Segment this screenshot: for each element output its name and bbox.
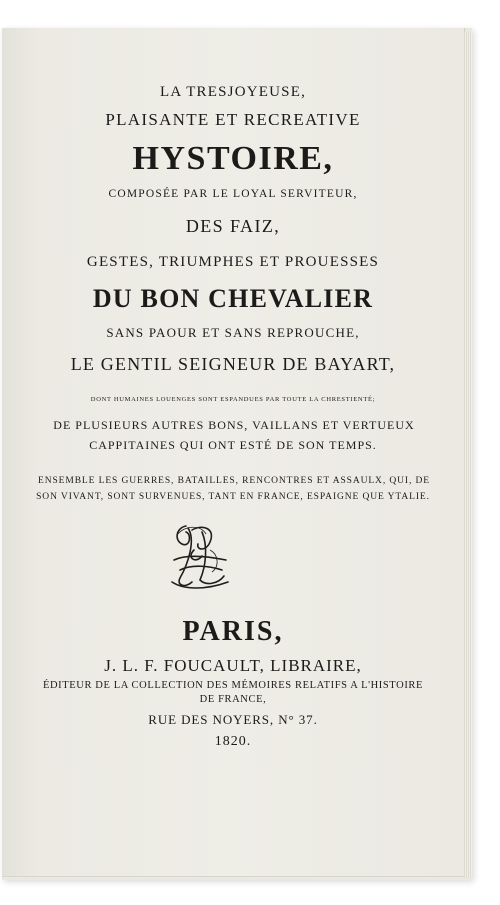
imprint-publisher: J. L. F. FOUCAULT, LIBRAIRE, (104, 656, 362, 675)
imprint-city: PARIS, (182, 616, 284, 647)
title-line-13: ENSEMBLE LES GUERRES, BATAILLES, RENCONTRES ET ASSAULX, QUI, DE (38, 476, 430, 486)
imprint-year: 1820. (214, 734, 252, 749)
imprint-address: RUE DES NOYERS, N° 37. (148, 712, 318, 727)
imprint-editor-line-2: DE FRANCE, (199, 694, 267, 705)
imprint-editor-line-1: ÉDITEUR DE LA COLLECTION DES MÉMOIRES RELATIFS A L'HISTOIRE (42, 680, 424, 691)
title-line-2: PLAISANTE ET RECREATIVE (105, 110, 361, 129)
title-line-4: COMPOSÉE PAR LE LOYAL SERVITEUR, (108, 188, 358, 200)
title-line-8: SANS PAOUR ET SANS REPROUCHE, (106, 325, 360, 340)
title-line-12: CAPPITAINES QUI ONT ESTÉ DE SON TEMPS. (89, 438, 377, 452)
title-line-1: LA TRESJOYEUSE, (159, 84, 307, 100)
subtitle-chevalier: DU BON CHEVALIER (92, 284, 374, 313)
title-line-10: DONT HUMAINES LOUENGES SONT ESPANDUES PAR TOUTE LA CHRESTIENTÉ; (90, 396, 376, 403)
title-line-11: DE PLUSIEURS AUTRES BONS, VAILLANS ET VERTUEUX (53, 418, 415, 432)
book (2, 28, 472, 880)
page-edges (464, 32, 472, 878)
title-line-6: GESTES, TRIUMPHES ET PROUESSES (86, 254, 380, 270)
title-line-14: SON VIVANT, SONT SURVENUES, TANT EN FRANCE, ESPAIGNE QUE YTALIE. (36, 492, 430, 502)
title-line-9: LE GENTIL SEIGNEUR DE BAYART, (70, 354, 396, 374)
title-page (2, 28, 465, 877)
monogram-icon (166, 520, 234, 592)
main-title: HYSTOIRE, (132, 140, 334, 177)
title-line-5: DES FAIZ, (185, 216, 281, 236)
